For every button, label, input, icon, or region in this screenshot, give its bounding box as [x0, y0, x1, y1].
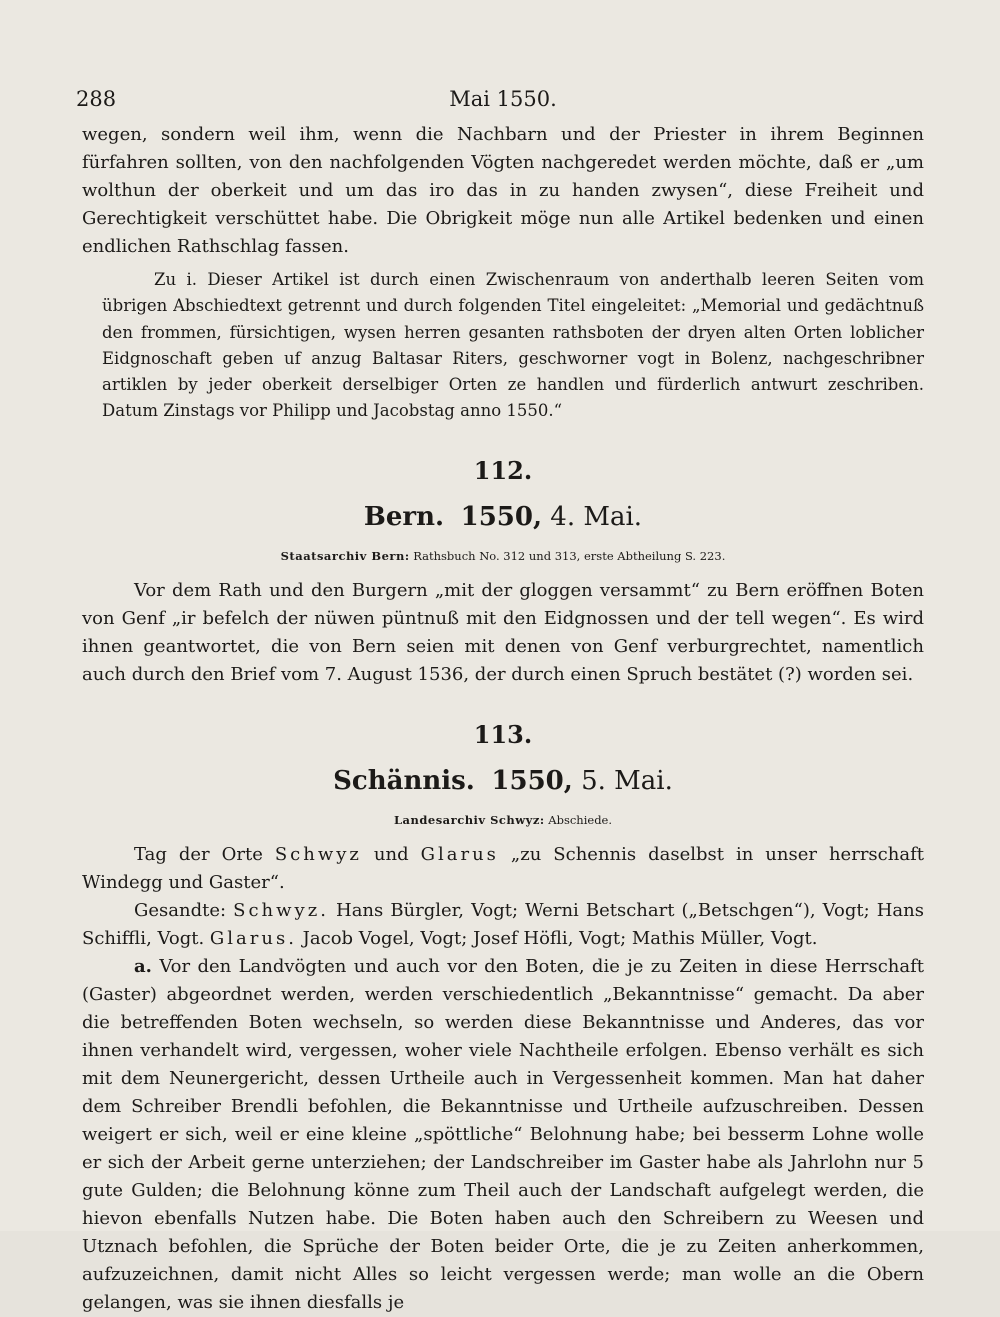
item-a-text: Vor den Landvögten und auch vor den Boten, die je zu Zeiten in diese Herrschaft (Gaster) abgeordnet werden, werden verschiedentlich „Bekanntnisse“ gemacht. Da aber die betreffenden Boten wechseln, so werden diese Bekanntnisse und Anderes, das vor ihnen verhandelt wird, vergessen, woher viele Nachtheile erfolgen. Ebenso verhält es sich mit dem Neunergericht, dessen Urtheile auch in Vergessenheit kommen. Man hat daher dem Schreiber Brendli befohlen, die Bekanntnisse und Urtheile aufzuschreiben. Dessen weigert er sich, weil er eine kleine „spöttliche“ Belohnung habe; bei besserm Lohne wolle er sich der Arbeit gerne unterziehen; der Landschreiber im Gaster habe als Jahrlohn nur 5 gute Gulden; die Belohnung könne zum Theil auch der Landschaft aufgelegt werden, die hievon ebenfalls Nutzen habe. Die Boten haben auch den Schreibern zu Weesen und Utznach befohlen, die Sprüche der Boten beider Orte, die je zu Zeiten anherkommen, aufzuzeichnen, damit nicht Alles so leicht vergessen werde; man wolle an die Obern gelangen, was sie ihnen diesfalls je: [82, 955, 924, 1313]
envoys-glarus-label: Glarus.: [209, 927, 297, 949]
footnote-ref: Zu i.: [154, 270, 197, 289]
document-date: 5. Mai.: [581, 765, 673, 796]
meeting-line: [82, 841, 924, 897]
envoys-schwyz: Hans Bürgler, Vogt; Werni Betschart („Betschgen“), Vogt; Hans Schiffli, Vogt.: [82, 899, 924, 949]
source-reference: Abschiede.: [548, 812, 613, 827]
intro-paragraph: wegen, sondern weil ihm, wenn die Nachbarn und der Priester in ihrem Beginnen fürfahren sollten, von den nachfolgenden Vögten nachgeredet werden möchte, daß er „um wolthun der oberkeit und um das iro das in zu handen zwysen“, diese Freiheit und Gerechtigkeit verschüttet habe. Die Obrigkeit möge nun alle Artikel bedenken und einen endlichen Rathschlag fassen.: [82, 124, 924, 257]
document-title-113: [82, 761, 924, 801]
page-content: [76, 85, 925, 1317]
item-a: [82, 953, 924, 1317]
running-head: Mai 1550.: [449, 87, 557, 111]
envoys-glarus: Jacob Vogel, Vogt; Josef Höfli, Vogt; Mathis Müller, Vogt.: [302, 927, 818, 949]
canton-schwyz: Schwyz: [274, 843, 362, 865]
page-number: 288: [76, 87, 117, 111]
footnote: [102, 267, 924, 425]
document-year: 1550,: [460, 501, 543, 532]
document-place: Bern.: [363, 501, 445, 532]
item-a-label: a.: [134, 955, 152, 977]
envoys-list: [82, 897, 924, 953]
meeting-text-start: Tag der Orte: [134, 843, 263, 865]
source-line-112: [82, 545, 924, 567]
source-archive: Landesarchiv Schwyz:: [393, 812, 545, 827]
document-year: 1550,: [491, 765, 573, 796]
canton-glarus: Glarus: [420, 843, 499, 865]
footnote-text: Dieser Artikel ist durch einen Zwischenraum von anderthalb leeren Seiten vom übrigen Abschiedtext getrennt und durch folgenden Titel eingeleitet: „Memorial und gedächtnuß den frommen, fürsichtigen, wysen herren gesanten rathsboten der dryen alten Orten loblicher Eidgnoschaft geben uf anzug Baltasar Riters, geschworner vogt in Bolenz, nachgeschribner artiklen by jeder oberkeit derselbiger Orten ze handlen und fürderlich antwurt zeschriben. Datum Zinstags vor Philipp und Jacobstag anno 1550.“: [102, 270, 925, 421]
document-text-112-body: Vor dem Rath und den Burgern „mit der gloggen versammt“ zu Bern eröffnen Boten von Genf „ir befelch der nüwen püntnuß mit den Eidgnossen und der tell wegen“. Es wird ihnen geantwortet, die von Bern seien mit denen von Genf verburgrechtet, namentlich auch durch den Brief vom 7. August 1536, der durch einen Spruch bestätet (?) worden sei.: [82, 579, 924, 685]
document-title-112: [82, 497, 924, 537]
page-header: [76, 85, 924, 121]
source-line-113: [82, 809, 924, 831]
envoys-schwyz-label: Schwyz.: [233, 899, 329, 921]
document-number-113: 113.: [473, 719, 533, 749]
source-archive: Staatsarchiv Bern:: [280, 548, 410, 563]
document-place: Schännis.: [333, 765, 475, 796]
envoys-label: Gesandte:: [134, 899, 227, 921]
document-date: 4. Mai.: [550, 501, 643, 532]
document-text-112: [82, 577, 924, 689]
meeting-text-end: „zu Schennis daselbst in unser herrschaft Windegg und Gaster“.: [82, 843, 924, 893]
meeting-conjunction: und: [373, 843, 409, 865]
document-number-112: 112.: [473, 455, 533, 485]
source-reference: Rathsbuch No. 312 und 313, erste Abtheilung S. 223.: [413, 548, 726, 563]
